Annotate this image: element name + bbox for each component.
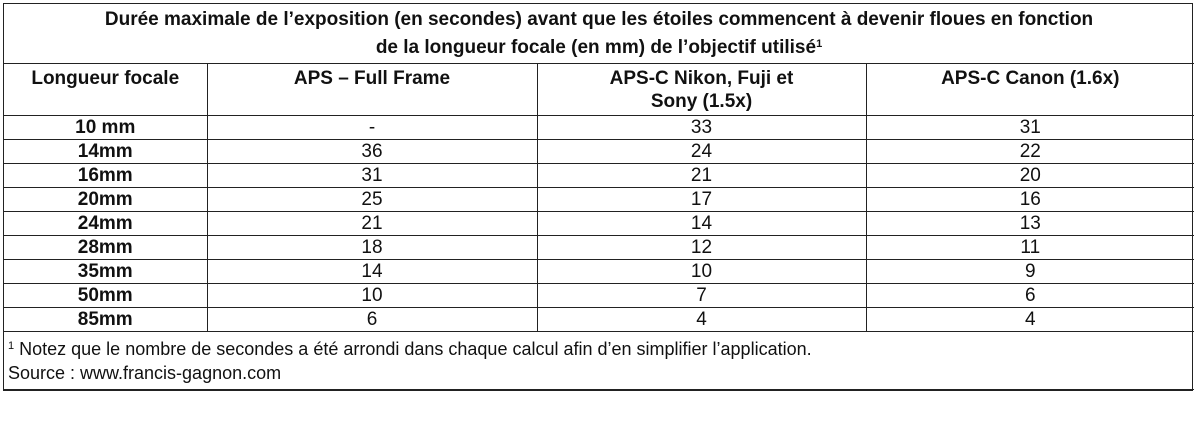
- exposure-table: [4, 4, 1194, 390]
- exposure-value-cell: 31: [207, 164, 537, 188]
- exposure-value-cell: 16: [866, 188, 1194, 212]
- exposure-value-cell: 14: [537, 212, 866, 236]
- table-row: [4, 188, 1194, 212]
- table-row: [4, 164, 1194, 188]
- exposure-value-cell: 7: [537, 284, 866, 308]
- exposure-value-cell: 6: [866, 284, 1194, 308]
- exposure-value-cell: 33: [537, 116, 866, 140]
- table-row: [4, 236, 1194, 260]
- focal-length-cell: 85mm: [4, 308, 207, 332]
- source-text: Source : www.francis-gagnon.com: [8, 363, 282, 383]
- exposure-value-cell: 12: [537, 236, 866, 260]
- focal-length-cell: 10 mm: [4, 116, 207, 140]
- exposure-value-cell: 24: [537, 140, 866, 164]
- table-footnote: [4, 332, 1194, 390]
- focal-length-cell: 35mm: [4, 260, 207, 284]
- table-row: [4, 116, 1194, 140]
- exposure-table-container: [3, 3, 1193, 391]
- exposure-value-cell: 14: [207, 260, 537, 284]
- focal-length-cell: 24mm: [4, 212, 207, 236]
- title-row: [4, 4, 1194, 64]
- exposure-value-cell: 11: [866, 236, 1194, 260]
- table-row: [4, 140, 1194, 164]
- exposure-value-cell: 21: [537, 164, 866, 188]
- exposure-value-cell: 4: [866, 308, 1194, 332]
- title-line-2: de la longueur focale (en mm) de l’objectif utilisé: [375, 37, 817, 58]
- focal-length-cell: 14mm: [4, 140, 207, 164]
- header-row: [4, 64, 1194, 116]
- exposure-value-cell: 17: [537, 188, 866, 212]
- title-footnote-marker: 1: [816, 38, 823, 50]
- exposure-value-cell: 4: [537, 308, 866, 332]
- focal-length-cell: 50mm: [4, 284, 207, 308]
- table-body: [4, 116, 1194, 332]
- focal-length-cell: 28mm: [4, 236, 207, 260]
- exposure-value-cell: 21: [207, 212, 537, 236]
- footnote-marker: 1: [8, 340, 15, 352]
- header-full-frame: APS – Full Frame: [207, 64, 537, 116]
- header-apsc-nikon: APS-C Nikon, Fuji et Sony (1.5x): [537, 64, 866, 116]
- exposure-value-cell: -: [207, 116, 537, 140]
- title-line-1: Durée maximale de l’exposition (en secondes) avant que les étoiles commencent à devenir floues en fonction: [104, 9, 1094, 30]
- footnote-text: Notez que le nombre de secondes a été arrondi dans chaque calcul afin d’en simplifier l’application.: [14, 339, 812, 359]
- exposure-value-cell: 36: [207, 140, 537, 164]
- exposure-value-cell: 31: [866, 116, 1194, 140]
- footnote-row: [4, 332, 1194, 390]
- table-row: [4, 308, 1194, 332]
- exposure-value-cell: 10: [207, 284, 537, 308]
- exposure-value-cell: 9: [866, 260, 1194, 284]
- exposure-value-cell: 13: [866, 212, 1194, 236]
- exposure-value-cell: 20: [866, 164, 1194, 188]
- exposure-value-cell: 18: [207, 236, 537, 260]
- header-focal-length: Longueur focale: [4, 64, 207, 116]
- focal-length-cell: 16mm: [4, 164, 207, 188]
- table-title: [4, 4, 1194, 64]
- exposure-value-cell: 6: [207, 308, 537, 332]
- table-row: [4, 212, 1194, 236]
- exposure-value-cell: 22: [866, 140, 1194, 164]
- exposure-value-cell: 10: [537, 260, 866, 284]
- table-row: [4, 284, 1194, 308]
- exposure-value-cell: 25: [207, 188, 537, 212]
- header-apsc-canon: APS-C Canon (1.6x): [866, 64, 1194, 116]
- focal-length-cell: 20mm: [4, 188, 207, 212]
- table-row: [4, 260, 1194, 284]
